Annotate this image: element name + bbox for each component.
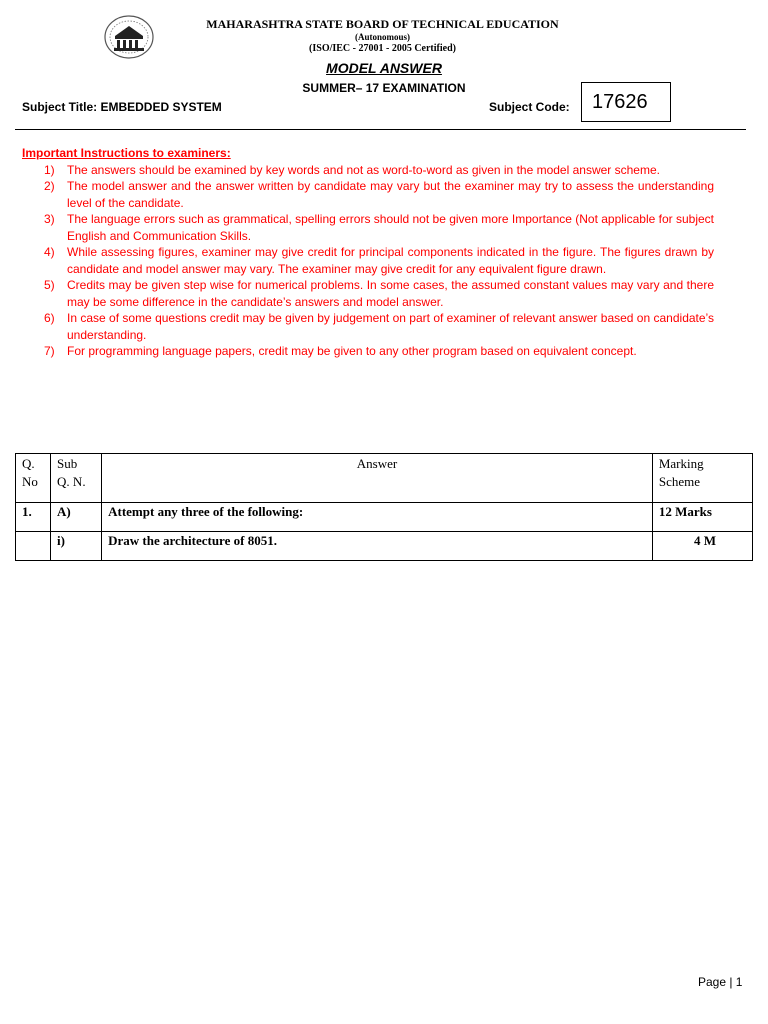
instruction-number: 5): [44, 278, 55, 292]
instruction-number: 1): [44, 162, 55, 177]
instruction-text: The answers should be examined by key words and not as word-to-word as given in the model answer scheme.: [67, 162, 660, 177]
instruction-number: 3): [44, 212, 55, 226]
instruction-item: [22, 162, 714, 179]
col-header-q-no: [16, 454, 51, 503]
table-header-row: [16, 454, 753, 503]
instruction-item: [22, 211, 714, 244]
marks-cell: 4 M: [652, 532, 752, 561]
instruction-text: The language errors such as grammatical, spelling errors should not be given more Importance (Not applicable for subject English and Communication Skills.: [67, 212, 714, 243]
instruction-number: 2): [44, 179, 55, 193]
msbte-logo-icon: [103, 14, 155, 60]
table-row: [16, 532, 753, 561]
col-header-q-no-line2: No: [22, 474, 38, 489]
instruction-text: In case of some questions credit may be given by judgement on part of examiner of relevant answer based on candidate’s understanding.: [67, 311, 714, 342]
doc-title: MODEL ANSWER: [326, 60, 442, 76]
instruction-text: Credits may be given step wise for numerical problems. In some cases, the assumed constant values may vary and there may be some difference in the candidate’s answers and model answer.: [67, 278, 714, 309]
subject-title: Subject Title: EMBEDDED SYSTEM: [22, 100, 222, 114]
instruction-number: 4): [44, 245, 55, 259]
question-table: [15, 453, 753, 561]
subject-code-label: Subject Code:: [489, 100, 570, 114]
col-header-marking: [652, 454, 752, 503]
exam-name: SUMMER– 17 EXAMINATION: [302, 81, 466, 95]
header-divider: [15, 129, 746, 130]
sub-qn-cell: A): [51, 503, 102, 532]
iso-certification: (ISO/IEC - 27001 - 2005 Certified): [309, 43, 456, 54]
instruction-text: The model answer and the answer written by candidate may vary but the examiner may try to assess the understanding level of the candidate.: [67, 179, 714, 210]
col-header-sub-line1: Sub: [57, 456, 78, 471]
q-no-cell: [16, 532, 51, 561]
autonomous-label: (Autonomous): [354, 32, 410, 42]
instructions-list: [22, 162, 714, 360]
col-header-sub-line2: Q. N.: [57, 474, 86, 489]
instruction-item: [22, 178, 714, 211]
col-header-marking-line1: Marking: [658, 456, 704, 471]
page-number: Page | 1: [698, 975, 743, 989]
col-header-marking-line2: Scheme: [658, 474, 700, 489]
instruction-number: 6): [44, 311, 55, 325]
examiner-instructions: [22, 145, 714, 360]
instruction-item: [22, 343, 714, 360]
instruction-text: For programming language papers, credit may be given to any other program based on equivalent concept.: [67, 344, 637, 358]
q-no-cell: 1.: [16, 503, 51, 532]
answer-cell: Draw the architecture of 8051.: [102, 532, 653, 561]
instruction-number: 7): [44, 344, 55, 358]
answer-cell: Attempt any three of the following:: [102, 503, 653, 532]
col-header-answer: Answer: [102, 454, 653, 503]
col-header-sub-qn: [51, 454, 102, 503]
subject-code-box: 17626: [581, 82, 671, 122]
instruction-item: [22, 277, 714, 310]
board-name: MAHARASHTRA STATE BOARD OF TECHNICAL EDUCATION: [206, 17, 559, 31]
table-row: [16, 503, 753, 532]
instructions-heading: Important Instructions to examiners:: [22, 146, 231, 160]
instruction-text: While assessing figures, examiner may give credit for principal components indicated in the figure. The figures drawn by candidate and model answer may vary. The examiner may give credit for any equivalent figure drawn.: [67, 245, 714, 276]
sub-qn-cell: i): [51, 532, 102, 561]
marks-cell: 12 Marks: [652, 503, 752, 532]
instruction-item: [22, 310, 714, 343]
col-header-q-no-line1: Q.: [22, 456, 35, 471]
instruction-item: [22, 244, 714, 277]
